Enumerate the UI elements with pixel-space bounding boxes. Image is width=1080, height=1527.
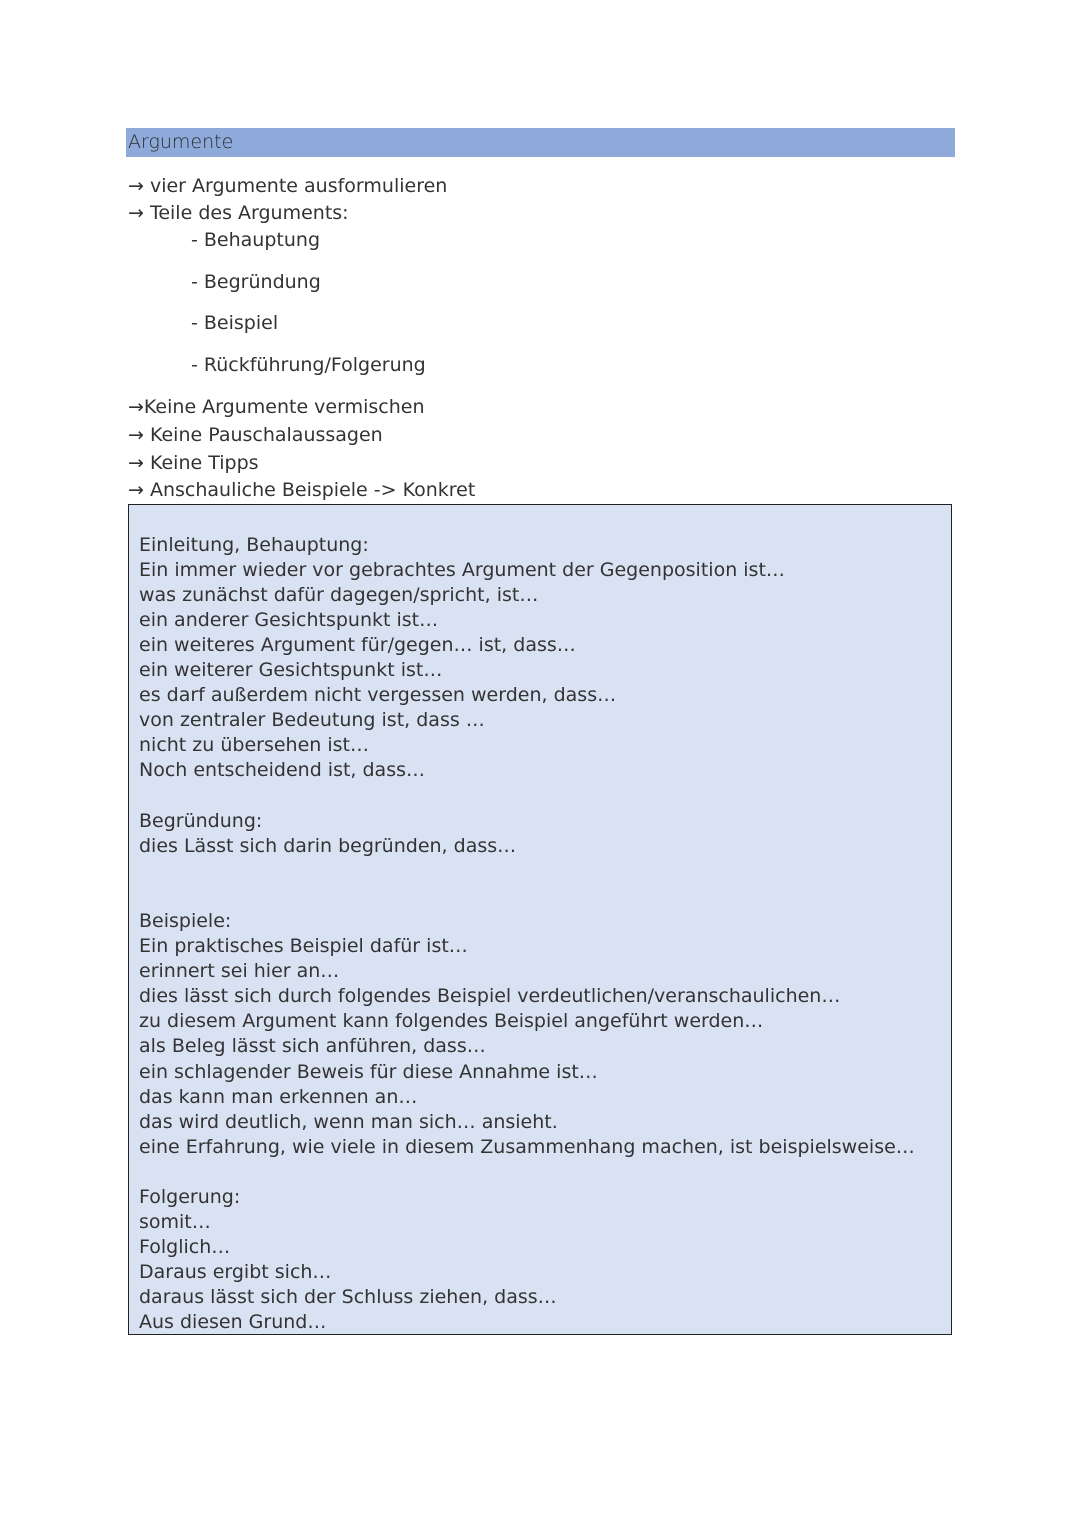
phrase-line: Folglich… [139,1236,231,1258]
phrase-line: als Beleg lässt sich anführen, dass… [139,1035,486,1057]
phrase-line: dies Lässt sich darin begründen, dass… [139,835,517,857]
phrase-line: ein weiterer Gesichtspunkt ist… [139,659,443,681]
argument-part-item: - Begründung [191,271,321,293]
phrase-line: eine Erfahrung, wie viele in diesem Zusammenhang machen, ist beispielsweise… [139,1136,915,1158]
section-title: Argumente [126,128,955,157]
rule-item: → Keine Tipps [128,452,259,474]
phrase-line: das wird deutlich, wenn man sich… ansieht. [139,1111,558,1133]
phrase-line: von zentraler Bedeutung ist, dass … [139,709,485,731]
phrase-line: das kann man erkennen an… [139,1086,418,1108]
argument-part-item: - Beispiel [191,312,279,334]
phrase-line: dies lässt sich durch folgendes Beispiel verdeutlichen/veranschaulichen… [139,985,841,1007]
argument-part-item: - Rückführung/Folgerung [191,354,426,376]
rule-item: → Keine Pauschalaussagen [128,424,383,446]
section-heading-begruendung: Begründung: [139,810,263,832]
phrase-line: Noch entscheidend ist, dass… [139,759,426,781]
list-item: → vier Argumente ausformulieren [128,175,448,197]
phrase-line: zu diesem Argument kann folgendes Beispiel angeführt werden… [139,1010,764,1032]
phrase-line: Aus diesen Grund… [139,1311,327,1333]
rule-item: → Anschauliche Beispiele -> Konkret [128,479,476,501]
section-heading-einleitung: Einleitung, Behauptung: [139,534,369,556]
phrase-line: Ein praktisches Beispiel dafür ist… [139,935,468,957]
phrase-line: daraus lässt sich der Schluss ziehen, dass… [139,1286,557,1308]
argument-part-item: - Behauptung [191,229,321,251]
phrase-line: erinnert sei hier an… [139,960,340,982]
phrase-line: es darf außerdem nicht vergessen werden, dass… [139,684,617,706]
phrase-line: Daraus ergibt sich… [139,1261,332,1283]
section-heading-beispiele: Beispiele: [139,910,232,932]
phrase-line: was zunächst dafür dagegen/spricht, ist… [139,584,539,606]
phrases-box [128,504,952,1335]
rule-item: →Keine Argumente vermischen [128,396,425,418]
phrase-line: somit… [139,1211,211,1233]
phrase-line: ein anderer Gesichtspunkt ist… [139,609,439,631]
phrase-line: nicht zu übersehen ist… [139,734,369,756]
list-item: → Teile des Arguments: [128,202,349,224]
phrase-line: ein weiteres Argument für/gegen… ist, dass… [139,634,576,656]
phrase-line: Ein immer wieder vor gebrachtes Argument der Gegenposition ist… [139,559,785,581]
phrase-line: ein schlagender Beweis für diese Annahme ist… [139,1061,598,1083]
section-heading-folgerung: Folgerung: [139,1186,241,1208]
